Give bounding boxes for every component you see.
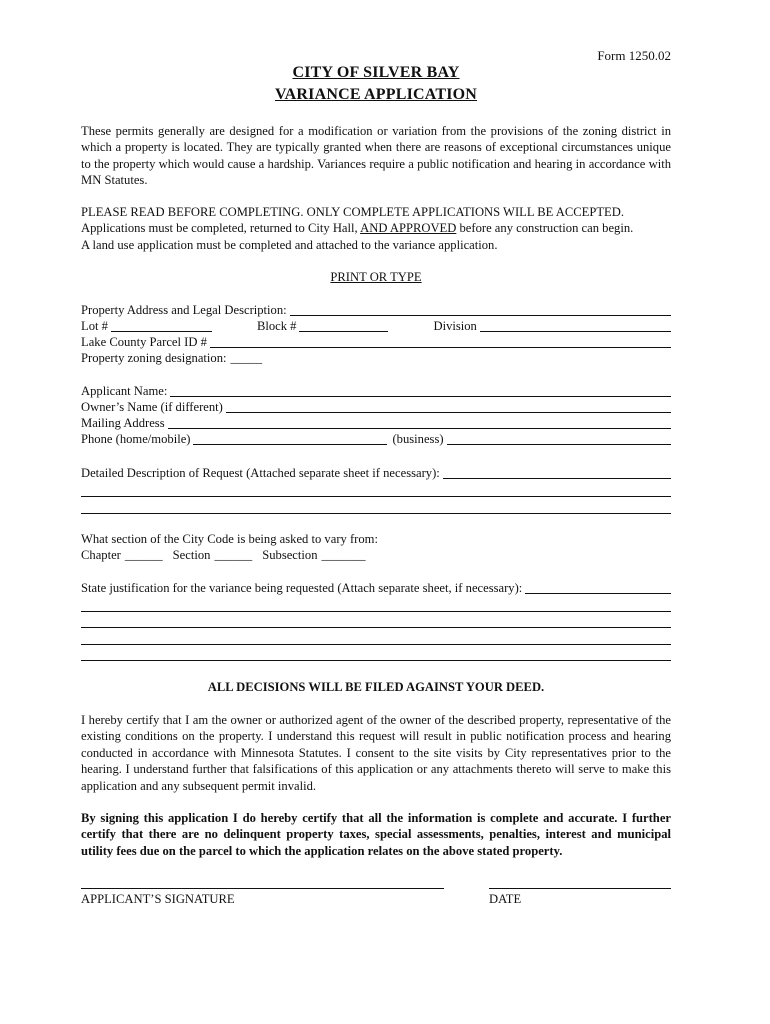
code-question-row [81, 531, 671, 547]
lot-label: Lot # [81, 319, 108, 333]
print-or-type-heading: PRINT OR TYPE [330, 270, 422, 284]
justification-line-3[interactable] [81, 627, 671, 628]
mailing-address-row [81, 415, 671, 431]
justification-line-4[interactable] [81, 644, 671, 645]
chapter-label: Chapter [81, 548, 121, 562]
form-number: Form 1250.02 [597, 48, 671, 63]
variance-application-form [81, 0, 671, 1024]
parcel-id-label: Lake County Parcel ID # [81, 335, 207, 349]
subsection-label: Subsection [262, 548, 318, 562]
description-line-2[interactable] [81, 496, 671, 497]
phone-business-field[interactable] [447, 432, 671, 445]
justification-line-2[interactable] [81, 611, 671, 612]
phone-home-field[interactable] [193, 432, 387, 445]
lot-block-division-row [81, 318, 671, 334]
instructions-paragraph [81, 204, 671, 253]
mailing-address-label: Mailing Address [81, 416, 165, 430]
parcel-id-field[interactable] [210, 335, 671, 348]
description-label: Detailed Description of Request (Attached separate sheet if necessary): [81, 466, 440, 480]
justification-line-5[interactable] [81, 660, 671, 661]
signature-field[interactable] [81, 888, 444, 889]
zoning-label: Property zoning designation: [81, 351, 227, 365]
lot-field[interactable] [111, 319, 212, 332]
decisions-notice: ALL DECISIONS WILL BE FILED AGAINST YOUR DEED. [207, 680, 545, 694]
property-address-row [81, 302, 671, 318]
property-address-field[interactable] [290, 303, 671, 316]
property-address-label: Property Address and Legal Description: [81, 303, 287, 317]
zoning-row [81, 350, 671, 366]
applicant-name-field[interactable] [170, 384, 671, 397]
certification-paragraph: I hereby certify that I am the owner or authorized agent of the owner of the described property, representative of the existing conditions on the property. I understand this request will result in public notification process and hearing conducted in accordance with Minnesota Statutes. I consent to the site visits by City representatives prior to the hearing. I understand further that falsifications of this application or any attachments thereto will serve to make this application and any subsequent permit invalid. [81, 713, 671, 793]
owner-name-label: Owner’s Name (if different) [81, 400, 223, 414]
division-field[interactable] [480, 319, 671, 332]
applicant-name-row [81, 383, 671, 399]
instructions-line-3: A land use application must be completed and attached to the variance application. [81, 237, 498, 252]
division-label: Division [433, 319, 477, 333]
chapter-field[interactable]: ______ [124, 548, 163, 562]
code-fields-row [81, 547, 671, 563]
section-label: Section [172, 548, 211, 562]
phone-row [81, 431, 671, 447]
instructions-line-2 [81, 220, 671, 236]
justification-row [81, 580, 671, 596]
description-line-3[interactable] [81, 513, 671, 514]
description-field[interactable] [443, 466, 671, 479]
phone-business-label: (business) [392, 432, 444, 446]
date-label: DATE [489, 892, 522, 906]
phone-home-label: Phone (home/mobile) [81, 432, 191, 446]
mailing-address-field[interactable] [168, 416, 671, 429]
instructions-line-2-start: Applications must be completed, returned to City Hall, [81, 221, 361, 236]
owner-name-field[interactable] [226, 400, 671, 413]
page-title: CITY OF SILVER BAY [292, 64, 460, 81]
justification-field[interactable] [525, 581, 671, 594]
zoning-field[interactable]: _____ [230, 351, 262, 365]
description-row [81, 465, 671, 481]
subsection-field[interactable]: _______ [321, 548, 366, 562]
signing-statement: By signing this application I do hereby certify that all the information is complete and accurate. I further certify that there are no delinquent property taxes, special assessments, penalties, interest and municipal utility fees due on the parcel to which the application relates on the above stated property. [81, 811, 671, 858]
signature-label: APPLICANT’S SIGNATURE [81, 892, 235, 906]
page-subtitle: VARIANCE APPLICATION [274, 86, 478, 103]
applicant-name-label: Applicant Name: [81, 384, 168, 398]
block-field[interactable] [299, 319, 388, 332]
parcel-id-row [81, 334, 671, 350]
section-field[interactable]: ______ [214, 548, 253, 562]
intro-paragraph: These permits generally are designed for a modification or variation from the provisions of the zoning district in which a property is located. They are typically granted when there are reasons of exceptional circumstances unique to the property which would cause a hardship. Variances require a public notification and hearing in accordance with MN Statutes. [81, 124, 671, 188]
justification-label: State justification for the variance being requested (Attach separate sheet, if necessary): [81, 581, 523, 595]
date-field[interactable] [489, 888, 671, 889]
instructions-line-2-end: before any construction can begin. [456, 221, 634, 236]
instructions-line-1: PLEASE READ BEFORE COMPLETING. ONLY COMPLETE APPLICATIONS WILL BE ACCEPTED. [81, 205, 624, 219]
code-question-label: What section of the City Code is being asked to vary from: [81, 532, 378, 546]
and-approved-text: AND APPROVED [360, 221, 457, 236]
block-label: Block # [256, 319, 297, 333]
owner-name-row [81, 399, 671, 415]
